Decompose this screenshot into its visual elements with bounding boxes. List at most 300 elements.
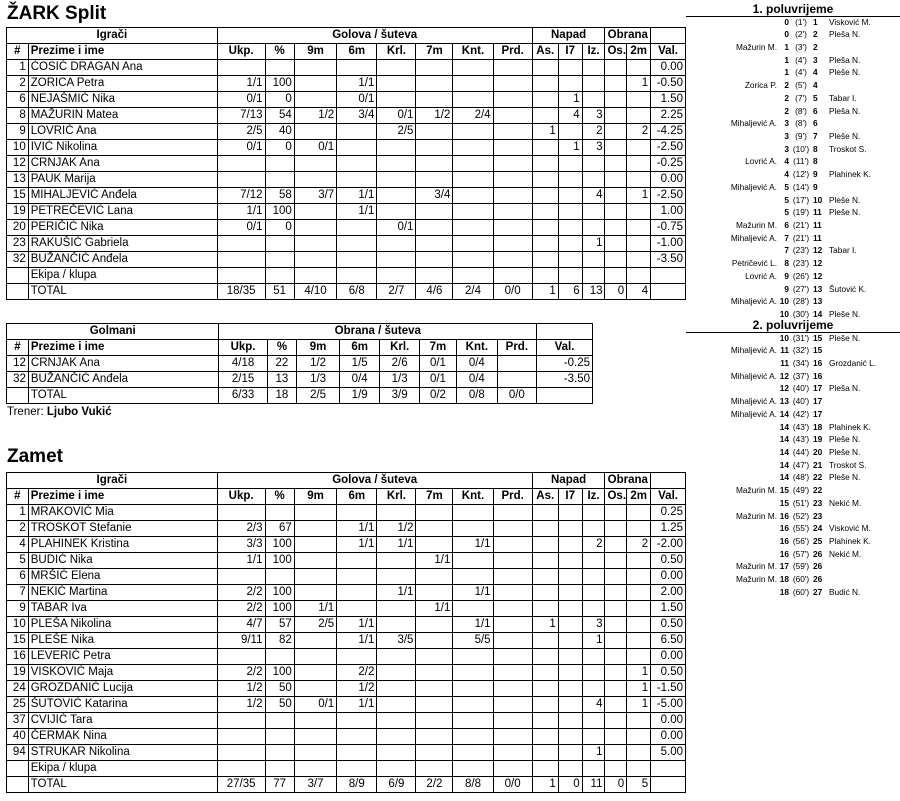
home-score: 5: [784, 207, 789, 218]
player-name: LOVRIĆ Ana: [28, 124, 217, 140]
away-score: 17: [813, 383, 823, 394]
column-header-m2: 2m: [627, 489, 651, 505]
stat-cell: [582, 729, 605, 745]
stat-cell: [416, 505, 453, 521]
stat-cell: [265, 505, 294, 521]
blank-header: [651, 473, 686, 489]
stat-cell: [493, 569, 532, 585]
stat-cell: [337, 268, 377, 284]
stat-cell: 1/1: [217, 204, 265, 220]
total-row: [7, 777, 686, 793]
timeline-event: [686, 130, 900, 143]
stat-cell: [493, 505, 532, 521]
stat-cell: [605, 681, 627, 697]
home-score: 4: [784, 169, 789, 180]
stat-cell: [605, 268, 627, 284]
away-score: 7: [813, 130, 818, 141]
column-header-i7: I7: [558, 44, 582, 60]
stat-cell: [217, 268, 265, 284]
minute: (3'): [795, 41, 807, 52]
player-number: 10: [7, 617, 29, 633]
stat-cell: [337, 220, 377, 236]
stat-cell: 3/5: [377, 633, 416, 649]
away-score: 17: [813, 408, 823, 419]
stat-cell: 0/1: [217, 220, 265, 236]
stat-cell: 1/1: [337, 76, 377, 92]
away-score: 20: [813, 446, 823, 457]
stat-cell: [558, 585, 582, 601]
stat-cell: [532, 60, 558, 76]
stat-cell: [453, 204, 493, 220]
player-name: PETREČEVIĆ Lana: [28, 204, 217, 220]
timeline-event: [686, 283, 900, 296]
player-name: TOTAL: [28, 284, 217, 300]
stat-cell: [377, 252, 416, 268]
away-score: 9: [813, 181, 818, 192]
column-header-as: As.: [532, 44, 558, 60]
timeline-event: [686, 560, 900, 573]
minute: (60'): [792, 574, 810, 585]
home-score: 16: [779, 548, 789, 559]
stat-cell: [337, 60, 377, 76]
stat-cell: 1.25: [651, 521, 686, 537]
column-header-os: Os.: [605, 44, 627, 60]
column-header-fb: Knt.: [453, 489, 493, 505]
away-score: 4: [813, 80, 818, 91]
stat-cell: [651, 777, 686, 793]
stat-cell: 2/15: [219, 372, 267, 388]
stat-cell: 2/5: [377, 124, 416, 140]
stat-cell: [416, 60, 453, 76]
stat-cell: [493, 156, 532, 172]
player-name: STRUKAR Nikolina: [28, 745, 217, 761]
stat-cell: 5.00: [651, 745, 686, 761]
away-score: 22: [813, 485, 823, 496]
stat-cell: [294, 92, 336, 108]
stat-cell: [558, 505, 582, 521]
header-column-row: [7, 489, 686, 505]
home-score: 3: [784, 130, 789, 141]
timeline-event: [686, 92, 900, 105]
stat-cell: 1/1: [337, 617, 377, 633]
minute: (57'): [792, 548, 810, 559]
stat-cell: [558, 236, 582, 252]
stat-cell: 0/1: [217, 92, 265, 108]
minute: (32'): [792, 345, 810, 356]
stat-cell: [377, 697, 416, 713]
stat-cell: [497, 372, 536, 388]
stat-cell: [627, 268, 651, 284]
stat-cell: 13: [582, 284, 605, 300]
stat-cell: [416, 569, 453, 585]
stat-cell: [627, 140, 651, 156]
home-scorer: Mihaljević A.: [730, 345, 777, 356]
minute: (10'): [792, 143, 810, 154]
home-score: 14: [779, 421, 789, 432]
stat-cell: [265, 649, 294, 665]
stat-cell: 1: [627, 76, 651, 92]
stat-cell: [294, 681, 336, 697]
home-score: 14: [779, 472, 789, 483]
timeline-event: [686, 54, 900, 67]
column-header-m9: 9m: [297, 340, 340, 356]
player-name: Ekipa / klupa: [28, 268, 217, 284]
stat-cell: [337, 124, 377, 140]
stat-cell: [416, 537, 453, 553]
stat-cell: [493, 665, 532, 681]
stat-cell: -5.00: [651, 697, 686, 713]
stat-cell: -3.50: [651, 252, 686, 268]
stat-cell: 22: [267, 356, 297, 372]
minute: (56'): [792, 536, 810, 547]
away-scorer: Pleše N.: [829, 446, 861, 457]
home-score: 16: [779, 523, 789, 534]
stat-cell: [532, 569, 558, 585]
stat-cell: [532, 713, 558, 729]
away-scorer: Šutović K.: [829, 283, 867, 294]
stat-cell: [265, 268, 294, 284]
minute: (14'): [792, 181, 810, 192]
stat-cell: [416, 697, 453, 713]
stat-cell: [627, 617, 651, 633]
column-header-m2: 2m: [627, 44, 651, 60]
stat-cell: 0: [558, 777, 582, 793]
minute: (47'): [792, 459, 810, 470]
column-header-pct: %: [265, 44, 294, 60]
home-score: 8: [784, 258, 789, 269]
stat-cell: [453, 140, 493, 156]
home-scorer: Mažurin M.: [735, 220, 777, 231]
player-row: [7, 124, 686, 140]
stat-cell: 2/2: [217, 601, 265, 617]
stat-cell: 6.50: [651, 633, 686, 649]
stat-cell: 3/4: [416, 188, 453, 204]
away-scorer: Troskot S.: [829, 143, 867, 154]
home-scorer: Mihaljević A.: [730, 396, 777, 407]
stat-cell: [558, 665, 582, 681]
column-header-brk: Prd.: [493, 44, 532, 60]
timeline-event: [686, 522, 900, 535]
stat-cell: [582, 268, 605, 284]
home-scorer: Lovrić A.: [745, 156, 777, 167]
stat-cell: 13: [267, 372, 297, 388]
stat-cell: [605, 140, 627, 156]
stat-cell: 0/1: [377, 108, 416, 124]
stat-cell: [453, 252, 493, 268]
away-score: 11: [813, 232, 822, 243]
stat-cell: [627, 172, 651, 188]
stat-cell: 1/1: [337, 537, 377, 553]
stat-cell: 2/4: [453, 284, 493, 300]
timeline-event: [686, 244, 900, 257]
stat-cell: [627, 649, 651, 665]
column-header-pct: %: [265, 489, 294, 505]
stat-cell: 3: [582, 617, 605, 633]
away-scorer: Pleše N.: [829, 194, 861, 205]
stat-cell: [453, 569, 493, 585]
goals-group-header: Golova / šuteva: [217, 28, 532, 44]
player-name: MRŠIĆ Elena: [28, 569, 217, 585]
home-scorer: Mihaljević A.: [730, 232, 777, 243]
stat-cell: [453, 220, 493, 236]
stat-cell: [558, 60, 582, 76]
stat-cell: [217, 649, 265, 665]
stat-cell: [532, 521, 558, 537]
player-row: [7, 156, 686, 172]
stat-cell: 2.25: [651, 108, 686, 124]
stat-cell: 0/1: [294, 140, 336, 156]
home-score: 10: [779, 309, 789, 320]
away-score: 26: [813, 561, 823, 572]
stat-cell: [377, 156, 416, 172]
timeline-event: [686, 270, 900, 283]
stat-cell: [532, 681, 558, 697]
stat-cell: [582, 76, 605, 92]
stat-cell: [294, 76, 336, 92]
stat-cell: 0: [605, 284, 627, 300]
stat-cell: [558, 268, 582, 284]
stat-cell: 3/7: [294, 188, 336, 204]
player-row: [7, 569, 686, 585]
home-scorer: Mažurin M.: [735, 41, 777, 52]
minute: (21'): [792, 220, 810, 231]
stat-cell: [532, 729, 558, 745]
stat-cell: 0/1: [419, 372, 456, 388]
stat-cell: 3/7: [294, 777, 336, 793]
minute: (7'): [795, 92, 807, 103]
stat-cell: 1/1: [337, 188, 377, 204]
stat-cell: 0: [265, 220, 294, 236]
stat-cell: [651, 284, 686, 300]
home-score: 1: [784, 54, 789, 65]
stat-cell: [627, 156, 651, 172]
player-row: [7, 681, 686, 697]
stat-cell: 1: [532, 777, 558, 793]
away-score: 11: [813, 207, 822, 218]
away-score: 2: [813, 29, 818, 40]
stat-cell: 3: [582, 140, 605, 156]
home-scorer: Petričević L.: [731, 258, 777, 269]
stat-cell: [605, 585, 627, 601]
stat-cell: [377, 553, 416, 569]
stat-cell: [377, 601, 416, 617]
stat-cell: [493, 268, 532, 284]
home-scorer: Mihaljević A.: [730, 118, 777, 129]
stat-cell: [377, 569, 416, 585]
team1-title: ŽARK Split: [7, 3, 107, 24]
stat-cell: [453, 665, 493, 681]
away-score: 22: [813, 472, 823, 483]
stat-cell: [532, 505, 558, 521]
trainer-label: Trener:: [7, 406, 44, 418]
home-scorer: Mažurin M.: [735, 510, 777, 521]
attack-group-header: Napad: [532, 473, 605, 489]
home-score: 2: [784, 92, 789, 103]
minute: (49'): [792, 485, 810, 496]
stat-cell: 2/7: [377, 284, 416, 300]
stat-cell: [558, 617, 582, 633]
stat-cell: [605, 108, 627, 124]
stat-cell: [627, 729, 651, 745]
player-name: PLEŠA Nikolina: [28, 617, 217, 633]
stat-cell: [377, 505, 416, 521]
stat-cell: 0/1: [217, 140, 265, 156]
stat-cell: [377, 188, 416, 204]
stat-cell: 0: [605, 777, 627, 793]
player-number: 6: [7, 569, 29, 585]
player-number: [7, 284, 29, 300]
stat-cell: [532, 745, 558, 761]
minute: (9'): [795, 130, 807, 141]
stat-cell: [497, 356, 536, 372]
stat-cell: [493, 108, 532, 124]
stat-cell: [605, 220, 627, 236]
home-scorer: Lovrić A.: [745, 270, 777, 281]
stat-cell: [558, 537, 582, 553]
home-score: 0: [784, 16, 789, 27]
home-score: 5: [784, 181, 789, 192]
stat-cell: 0.00: [651, 713, 686, 729]
stat-cell: [337, 553, 377, 569]
stat-cell: [217, 569, 265, 585]
stat-cell: [294, 236, 336, 252]
stat-cell: [453, 60, 493, 76]
stat-cell: [294, 220, 336, 236]
away-score: 13: [813, 296, 823, 307]
stat-cell: 1: [627, 188, 651, 204]
stat-cell: -0.50: [651, 76, 686, 92]
column-header-wing: Krl.: [380, 340, 419, 356]
stat-cell: [217, 761, 265, 777]
away-scorer: Pleše N.: [829, 434, 861, 445]
stat-cell: [582, 585, 605, 601]
stat-cell: [377, 729, 416, 745]
column-header-wing: Krl.: [377, 489, 416, 505]
home-scorer: Mažurin M.: [735, 574, 777, 585]
stat-cell: 0.50: [651, 665, 686, 681]
stat-cell: [558, 252, 582, 268]
stat-cell: [265, 713, 294, 729]
player-row: [7, 76, 686, 92]
stat-cell: 4/18: [219, 356, 267, 372]
away-score: 23: [813, 497, 823, 508]
stat-cell: [217, 713, 265, 729]
player-row: [7, 140, 686, 156]
stat-cell: [453, 649, 493, 665]
minute: (51'): [792, 497, 810, 508]
away-score: 21: [813, 459, 823, 470]
player-name: CRNJAK Ana: [28, 156, 217, 172]
away-score: 10: [813, 194, 823, 205]
column-header-fb: Knt.: [457, 340, 498, 356]
stat-cell: [627, 713, 651, 729]
minute: (23'): [792, 245, 810, 256]
stat-cell: [627, 761, 651, 777]
column-header-total: Ukp.: [217, 489, 265, 505]
stat-cell: 1/2: [217, 681, 265, 697]
stat-cell: 1: [582, 633, 605, 649]
column-header-m9: 9m: [294, 44, 336, 60]
away-scorer: Budić N.: [829, 586, 861, 597]
stat-cell: [493, 76, 532, 92]
stat-cell: 1/2: [377, 521, 416, 537]
timeline-event: [686, 459, 900, 472]
away-scorer: Pleše N.: [829, 130, 861, 141]
goalkeeper-name: TOTAL: [28, 388, 219, 404]
player-number: 15: [7, 188, 29, 204]
player-name: ŠUTOVIĆ Katarina: [28, 697, 217, 713]
player-name: ZORICA Petra: [28, 76, 217, 92]
home-score: 10: [779, 296, 789, 307]
stat-cell: 54: [265, 108, 294, 124]
stat-cell: 6/8: [337, 284, 377, 300]
column-header-brk: Prd.: [493, 489, 532, 505]
stat-cell: 1/1: [377, 585, 416, 601]
stat-cell: [493, 236, 532, 252]
stat-cell: [265, 569, 294, 585]
home-score: 16: [779, 536, 789, 547]
stat-cell: [558, 156, 582, 172]
stat-cell: [532, 585, 558, 601]
player-name: GROZDANIĆ Lucija: [28, 681, 217, 697]
stat-cell: [416, 521, 453, 537]
stat-cell: 0/0: [497, 388, 536, 404]
stat-cell: -0.25: [651, 156, 686, 172]
column-header-i7: I7: [558, 489, 582, 505]
player-number: 8: [7, 108, 29, 124]
stat-cell: [627, 108, 651, 124]
home-score: 6: [784, 220, 789, 231]
home-score: 5: [784, 194, 789, 205]
stat-cell: [582, 681, 605, 697]
stat-cell: [532, 76, 558, 92]
stat-cell: 0/4: [339, 372, 380, 388]
stat-cell: [294, 204, 336, 220]
stat-cell: [337, 140, 377, 156]
stat-cell: 2/2: [337, 665, 377, 681]
stat-cell: [532, 268, 558, 284]
timeline-event: [686, 408, 900, 421]
away-score: 3: [813, 54, 818, 65]
timeline-event: [686, 573, 900, 586]
stat-cell: [416, 649, 453, 665]
stat-cell: [453, 697, 493, 713]
stat-cell: 1/3: [380, 372, 419, 388]
minute: (8'): [795, 118, 807, 129]
stat-cell: 4: [582, 697, 605, 713]
stat-cell: [605, 124, 627, 140]
stat-cell: [627, 521, 651, 537]
timeline-event: [686, 548, 900, 561]
stat-cell: [493, 252, 532, 268]
players-group-header: Igrači: [7, 28, 218, 44]
stat-cell: [605, 697, 627, 713]
stat-cell: [416, 236, 453, 252]
stat-cell: 1/2: [337, 681, 377, 697]
stat-cell: 1/1: [337, 697, 377, 713]
stat-cell: -1.50: [651, 681, 686, 697]
timeline-event: [686, 219, 900, 232]
timeline-event: [686, 332, 900, 345]
stat-cell: 4: [627, 284, 651, 300]
stat-cell: [582, 204, 605, 220]
team2-stats-table: [6, 472, 686, 793]
stat-cell: [605, 60, 627, 76]
home-score: 15: [779, 485, 789, 496]
stat-cell: [582, 505, 605, 521]
player-number: 1: [7, 505, 29, 521]
stat-cell: 1/1: [294, 601, 336, 617]
